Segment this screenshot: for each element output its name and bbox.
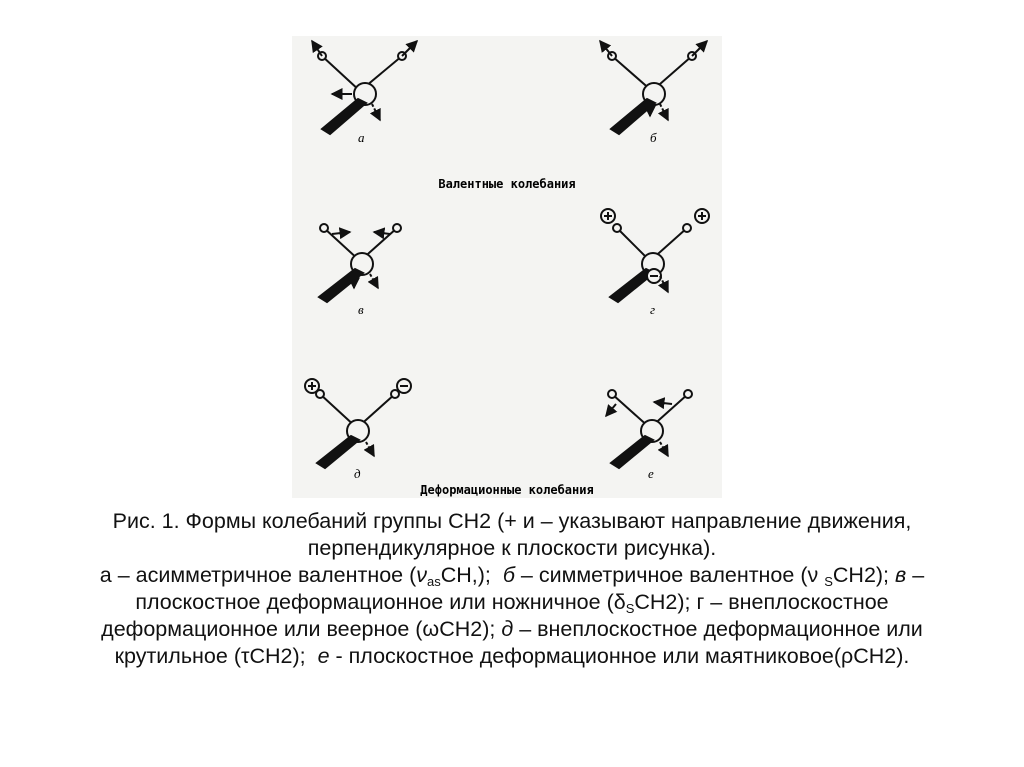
panel-a-diagram bbox=[312, 41, 417, 134]
caption-line6-tail: - плоскостное деформационное или маятниковое(ρCH2). bbox=[329, 644, 910, 668]
caption-e-letter: е bbox=[317, 644, 330, 668]
caption-b-sub: S bbox=[824, 574, 833, 589]
caption-line4-text: плоскостное деформационное или ножничное (δ bbox=[135, 590, 626, 614]
figure-caption bbox=[18, 508, 1006, 670]
panel-letter-f: е bbox=[648, 466, 654, 481]
caption-b-letter: б bbox=[502, 563, 515, 587]
panel-letter-d: г bbox=[650, 302, 656, 317]
caption-line-2: перпендикулярное к плоскости рисунка). bbox=[307, 536, 717, 560]
panel-e-diagram bbox=[305, 379, 411, 468]
caption-b-tail: CH2); bbox=[832, 563, 890, 587]
caption-line-3 bbox=[18, 562, 1006, 589]
caption-a-prefix: а – асимметричное валентное ( bbox=[99, 563, 417, 587]
panel-letter-c: в bbox=[358, 302, 364, 317]
caption-line4-tail: CH2); г – внеплоскостное bbox=[634, 590, 889, 614]
panel-b-diagram bbox=[600, 41, 707, 134]
panel-letter-e: д bbox=[354, 466, 361, 481]
figure-svg bbox=[292, 36, 722, 498]
caption-line-4 bbox=[18, 589, 1006, 616]
caption-v-dash: – bbox=[906, 563, 925, 587]
caption-line-5 bbox=[18, 616, 1006, 643]
caption-line6-text: крутильное (τCH2); bbox=[114, 644, 306, 668]
panel-letter-a: а bbox=[358, 130, 365, 145]
valence-section-title: Валентные колебания bbox=[438, 177, 576, 191]
caption-v-letter: в bbox=[895, 563, 907, 587]
caption-line-1: Рис. 1. Формы колебаний группы CH2 (+ и – указывают направление движения, bbox=[112, 509, 912, 533]
caption-b-text: – симметричное валентное (ν bbox=[514, 563, 825, 587]
deformation-section-title: Деформационные колебания bbox=[420, 483, 594, 497]
caption-line5-text: деформационное или веерное (ωCH2); bbox=[101, 617, 496, 641]
vibration-figure bbox=[292, 36, 722, 498]
caption-line5-tail: – внеплоскостное деформационное или bbox=[513, 617, 923, 641]
caption-a-tail: CH,); bbox=[440, 563, 491, 587]
caption-line4-sub: S bbox=[625, 601, 635, 616]
caption-a-nu: ν bbox=[416, 563, 427, 587]
caption-a-sub: as bbox=[427, 574, 441, 589]
panel-d-diagram bbox=[601, 209, 709, 302]
panel-c-diagram bbox=[319, 224, 401, 302]
panel-f-diagram bbox=[606, 390, 692, 468]
caption-line-6 bbox=[18, 643, 1006, 670]
caption-d-letter: д bbox=[501, 617, 514, 641]
panel-letter-b: б bbox=[650, 130, 657, 145]
